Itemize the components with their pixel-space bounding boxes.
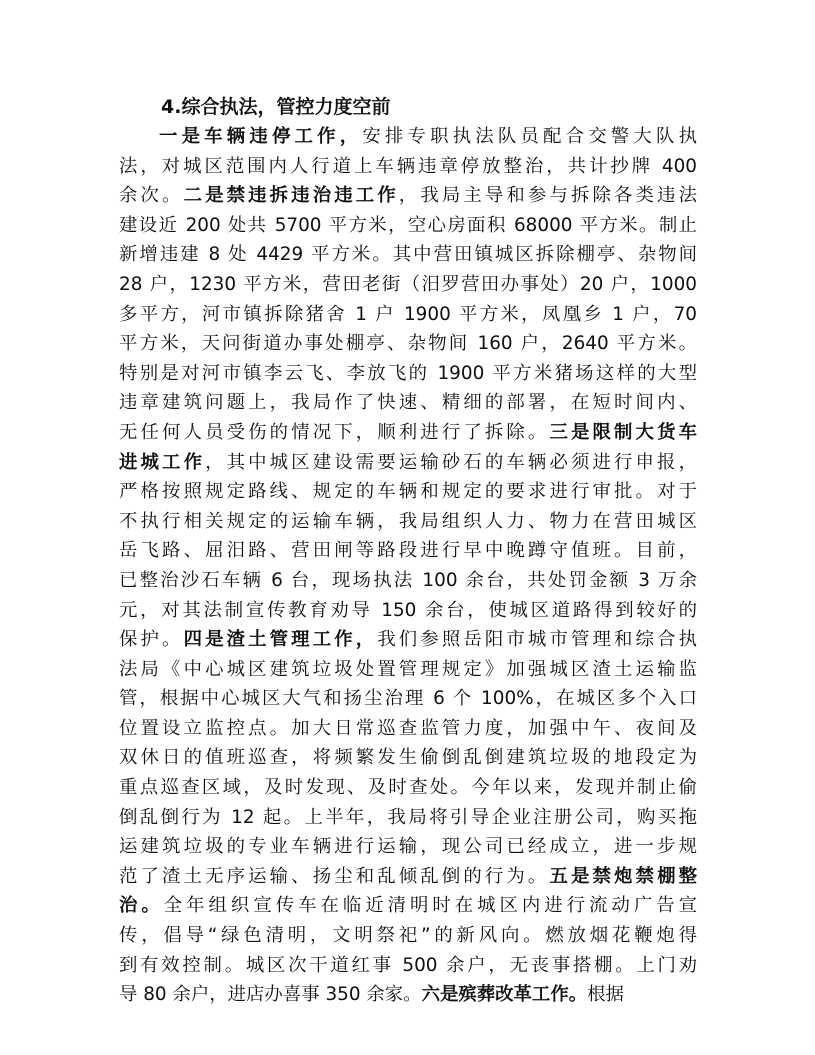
text-segment: 特别是对河市镇李云飞、李放飞的 1900 平方米猪场这样的大型 xyxy=(119,362,697,384)
text-segment: 双休日的值班巡查，将频繁发生偷倒乱倒建筑垃圾的地段定为 xyxy=(119,747,697,769)
text-line xyxy=(119,359,697,389)
text-segment: 岳飞路、屈汨路、营田闸等路段进行早中晚蹲守值班。目前， xyxy=(119,540,697,562)
bold-text: 六是殡葬改革工作。 xyxy=(421,984,588,1006)
text-segment: 导 80 余户，进店办喜事 350 余家。 xyxy=(119,984,422,1006)
text-segment: 根据 xyxy=(587,984,624,1006)
text-line xyxy=(119,684,697,714)
text-segment: 全年组织宣传车在临近清明时在城区内进行流动广告宣 xyxy=(163,895,697,917)
text-segment: 保护。 xyxy=(119,629,184,651)
text-segment: 运建筑垃圾的专业车辆进行运输，现公司已经成立，进一步规 xyxy=(119,836,697,858)
text-line xyxy=(119,329,697,359)
text-segment: 多平方，河市镇拆除猪舍 1 户 1900 平方米，凤凰乡 1 户，70 xyxy=(119,303,697,325)
text-line xyxy=(119,743,697,773)
text-line xyxy=(119,862,697,892)
text-line xyxy=(119,980,697,1010)
text-line xyxy=(119,891,697,921)
text-line xyxy=(119,625,697,655)
text-line xyxy=(119,773,697,803)
bold-text: 治。 xyxy=(119,895,164,917)
text-segment: 不执行相关规定的运输车辆，我局组织人力、物力在营田城区 xyxy=(119,510,697,532)
text-segment: 范了渣土无序运输、扬尘和乱倾乱倒的行为。 xyxy=(119,865,550,887)
text-segment: ，其中城区建设需要运输砂石的车辆必须进行申报， xyxy=(205,451,697,473)
text-line xyxy=(119,596,697,626)
bold-text: 一是车辆违停工作， xyxy=(159,126,363,147)
text-segment: 到有效控制。城区次干道红事 500 余户，无丧事搭棚。上门劝 xyxy=(119,954,697,976)
text-segment: 管，根据中心城区大气和扬尘治理 6 个 100%，在城区多个入口 xyxy=(119,688,697,710)
text-line xyxy=(119,566,697,596)
text-line xyxy=(119,388,697,418)
document-body xyxy=(119,92,697,1010)
text-segment: 平方米，天问街道办事处棚亭、杂物间 160 户，2640 平方米。 xyxy=(119,333,697,355)
text-line xyxy=(119,951,697,981)
bold-text: 进城工作 xyxy=(119,451,206,473)
text-line xyxy=(119,714,697,744)
text-line xyxy=(119,181,697,211)
text-segment: 法局《中心城区建筑垃圾处置管理规定》加强城区渣土运输监 xyxy=(119,658,697,680)
bold-text: 二是禁违拆违治违工作 xyxy=(183,185,399,207)
bold-text: 三是限制大货车 xyxy=(549,421,697,443)
text-line xyxy=(119,240,697,270)
bold-text: 四是渣土管理工作， xyxy=(183,629,378,651)
text-segment: 位置设立监控点。加大日常巡查监管力度，加强中午、夜间及 xyxy=(119,717,697,739)
text-segment: 安排专职执法队员配合交警大队执 xyxy=(362,126,697,147)
text-line xyxy=(119,448,697,478)
text-line xyxy=(119,300,697,330)
text-segment: 倒乱倒行为 12 起。上半年，我局将引导企业注册公司，购买拖 xyxy=(119,806,697,828)
text-line xyxy=(119,536,697,566)
text-segment: 元，对其法制宣传教育劝导 150 余台，使城区道路得到较好的 xyxy=(119,599,697,621)
text-segment: 严格按照规定路线、规定的车辆和规定的要求进行审批。对于 xyxy=(119,481,697,503)
section-heading: 4.综合执法，管控力度空前 xyxy=(161,96,391,118)
text-line xyxy=(119,507,697,537)
text-line xyxy=(119,211,697,241)
paragraph xyxy=(119,122,697,1010)
text-segment: 传，倡导“绿色清明，文明祭祀”的新风向。燃放烟花鞭炮得 xyxy=(119,925,697,947)
text-segment: 已整治沙石车辆 6 台，现场执法 100 余台，共处罚金额 3 万余 xyxy=(119,569,697,591)
bold-text: 五是禁炮禁棚整 xyxy=(549,865,697,887)
text-segment: 无任何人员受伤的情况下，顺利进行了拆除。 xyxy=(119,421,550,443)
text-line xyxy=(119,832,697,862)
text-segment: 违章建筑问题上，我局作了快速、精细的部署，在短时间内、 xyxy=(119,392,697,414)
text-line xyxy=(119,152,697,182)
text-segment: 我们参照岳阳市城市管理和综合执 xyxy=(377,629,697,651)
text-segment: 新增违建 8 处 4429 平方米。其中营田镇城区拆除棚亭、杂物间 xyxy=(119,244,697,266)
text-segment: 余次。 xyxy=(119,185,184,207)
text-line xyxy=(119,921,697,951)
text-segment: ，我局主导和参与拆除各类违法 xyxy=(398,185,697,207)
text-segment: 28 户，1230 平方米，营田老街（汨罗营田办事处）20 户，1000 xyxy=(119,273,697,295)
text-line xyxy=(119,270,697,300)
text-line xyxy=(119,477,697,507)
text-line xyxy=(119,418,697,448)
text-segment: 建设近 200 处共 5700 平方米，空心房面积 68000 平方米。制止 xyxy=(119,214,697,236)
text-segment: 重点巡查区域，及时发现、及时查处。今年以来，发现并制止偷 xyxy=(119,777,697,799)
text-segment: 法，对城区范围内人行道上车辆违章停放整治，共计抄牌 400 xyxy=(119,155,697,177)
text-line xyxy=(119,122,697,152)
text-line xyxy=(119,655,697,685)
text-line xyxy=(119,803,697,833)
